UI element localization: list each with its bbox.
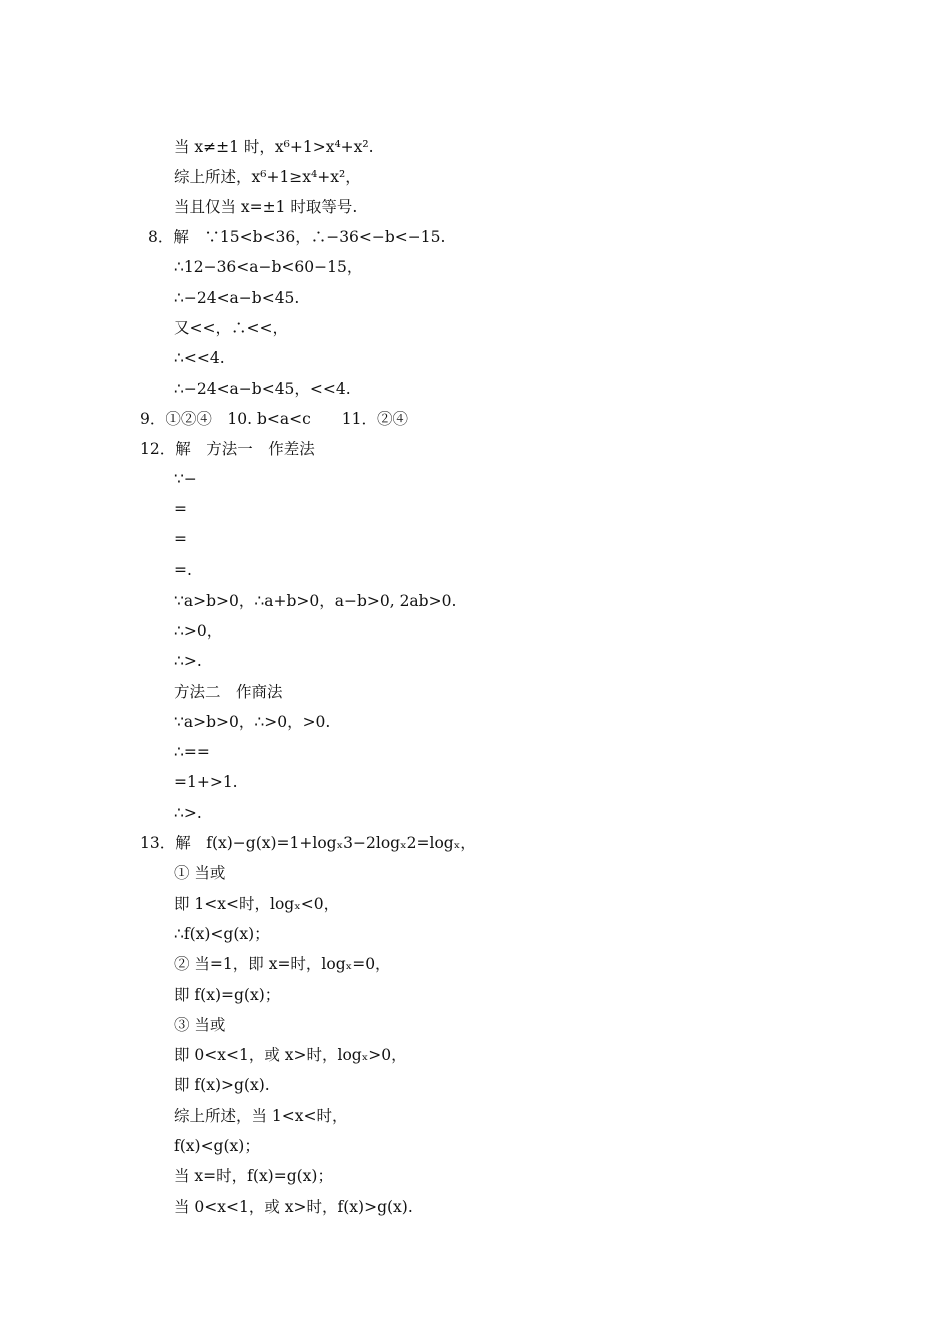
problem-12-heading: 12．解 方法一 作差法 xyxy=(140,440,315,458)
text-line: 即 f(x)>g(x). xyxy=(174,1076,270,1094)
text-line: ③ 当或 xyxy=(174,1016,226,1034)
problems-9-11-answers: 9．①②④ 10. b<a<c 11．②④ xyxy=(140,410,408,428)
text-line: ∴>0， xyxy=(174,622,223,640)
text-line: 综上所述，当 1<x<时， xyxy=(174,1107,348,1125)
text-line: 当 x≠±1 时，x⁶+1>x⁴+x². xyxy=(174,138,374,156)
text-line: = xyxy=(174,530,187,548)
text-line: ∵− xyxy=(174,470,197,488)
text-line: ∴<<4. xyxy=(174,349,225,367)
text-line: 即 0<x<1，或 x>时，logₓ>0， xyxy=(174,1046,407,1064)
text-line: f(x)<g(x)； xyxy=(174,1137,260,1155)
text-line: ∴−24<a−b<45，<<4. xyxy=(174,380,351,398)
text-line: ① 当或 xyxy=(174,864,226,882)
text-line: ∴>. xyxy=(174,652,202,670)
text-line: 当 x=时，f(x)=g(x)； xyxy=(174,1167,333,1185)
text-line: ∴−24<a−b<45. xyxy=(174,289,300,307)
text-line: 当 0<x<1，或 x>时，f(x)>g(x). xyxy=(174,1198,413,1216)
problem-13-heading: 13．解 f(x)−g(x)=1+logₓ3−2logₓ2=logₓ， xyxy=(140,834,476,852)
method-two-heading: 方法二 作商法 xyxy=(174,683,283,701)
text-line: ∴12−36<a−b<60−15， xyxy=(174,258,363,276)
text-line: ∴f(x)<g(x)； xyxy=(174,925,270,943)
text-line: = xyxy=(174,500,187,518)
text-line: 即 f(x)=g(x)； xyxy=(174,986,281,1004)
text-line: =. xyxy=(174,561,192,579)
text-line: 综上所述，x⁶+1≥x⁴+x²， xyxy=(174,168,361,186)
text-line: ∵a>b>0，∴a+b>0，a−b>0, 2ab>0. xyxy=(174,592,457,610)
text-line: 又<<，∴<<， xyxy=(174,319,288,337)
text-line: ∴>. xyxy=(174,804,202,822)
text-line: ∵a>b>0，∴>0，>0. xyxy=(174,713,331,731)
text-line: ∴== xyxy=(174,743,210,761)
text-line: ② 当=1，即 x=时，logₓ=0， xyxy=(174,955,391,973)
text-line: 即 1<x<时，logₓ<0， xyxy=(174,895,340,913)
problem-8-heading: 8．解 ∵15<b<36，∴−36<−b<−15. xyxy=(148,228,446,246)
text-line: 当且仅当 x=±1 时取等号. xyxy=(174,198,358,216)
text-line: =1+>1. xyxy=(174,773,238,791)
